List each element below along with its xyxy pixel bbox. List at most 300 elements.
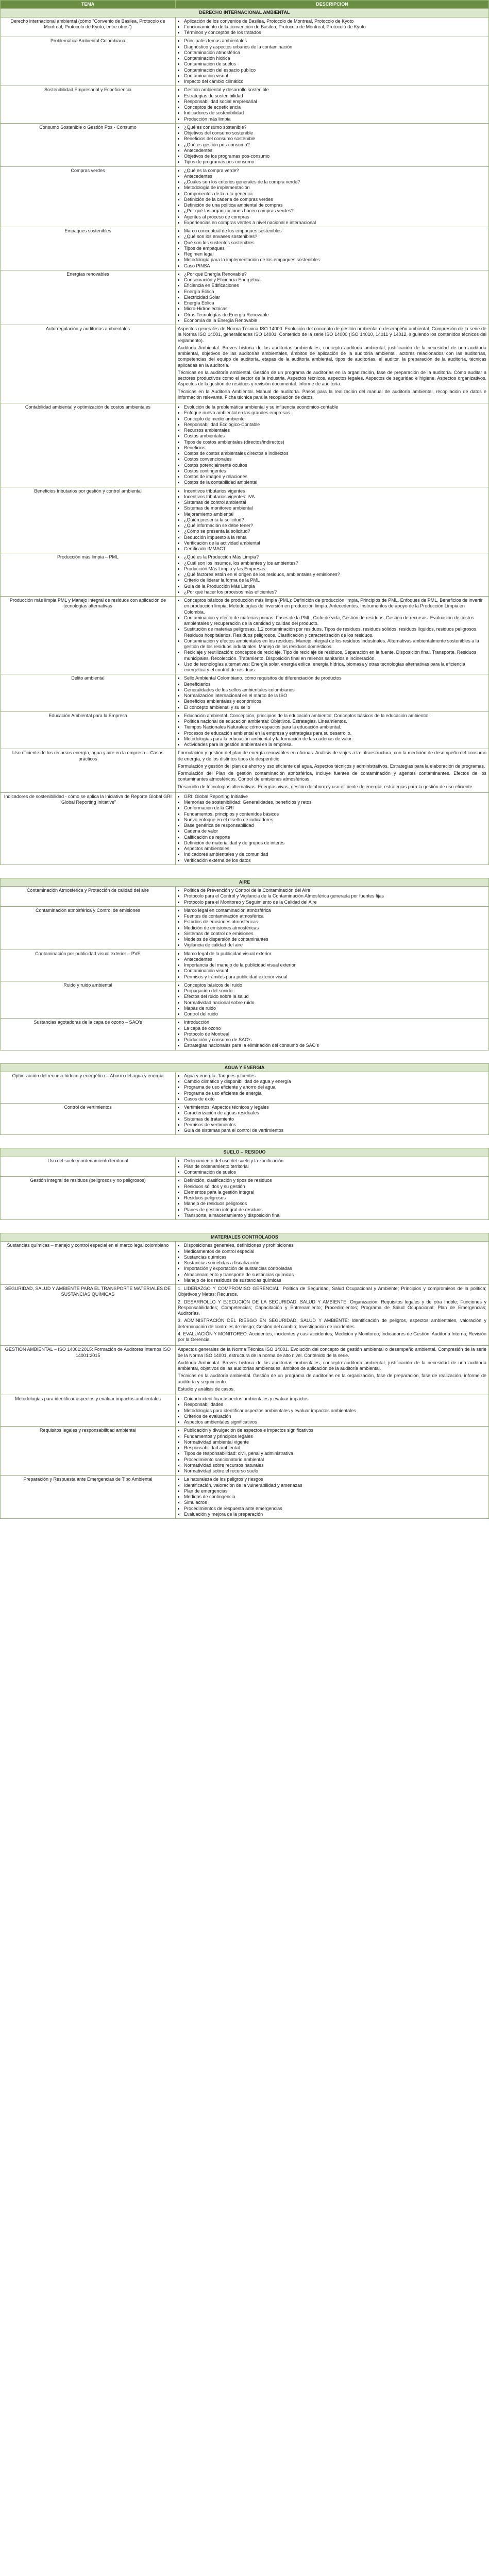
section-title: AGUA Y ENERGIA — [1, 1063, 489, 1072]
description-cell — [176, 86, 489, 124]
description-cell — [176, 887, 489, 907]
list-item: • ¿Por qué hacer los procesos más eficientes? — [184, 589, 486, 595]
list-item: • Conceptos de ecoeficiencia — [184, 105, 486, 110]
table-row — [1, 711, 489, 749]
list-item: • ¿Qué son los envases sostenibles? — [184, 234, 486, 240]
section-header-row — [1, 1148, 489, 1157]
table-row — [1, 227, 489, 270]
table-row — [1, 1346, 489, 1395]
column-header-description: DESCRIPCION — [176, 1, 489, 9]
list-item: • Conformación de la GRI — [184, 805, 486, 811]
list-item: • Fundamentos y principios legales — [184, 1434, 486, 1439]
description-list — [178, 951, 486, 980]
table-row — [1, 325, 489, 403]
list-item: • Ordenamiento del uso del suelo y la zonificación — [184, 1158, 486, 1164]
description-cell — [176, 906, 489, 950]
list-item: • Residuos sólidos y su gestión — [184, 1184, 486, 1190]
list-item: • Residuos peligrosos — [184, 1195, 486, 1201]
list-item: • Economía de la Energía Renovable — [184, 318, 486, 324]
list-item: • Gestión ambiental y desarrollo sostenible — [184, 87, 486, 93]
description-cell — [176, 792, 489, 865]
topic-cell: Uso del suelo y ordenamiento territorial — [1, 1157, 176, 1177]
list-item: • Caso PINSA — [184, 263, 486, 269]
table-row — [1, 597, 489, 674]
list-item: • GRI: Global Reporting Initiative — [184, 794, 486, 800]
list-item: • ¿Qué es la Producción Más Limpia? — [184, 554, 486, 560]
section-title: MATERIALES CONTROLADOS — [1, 1233, 489, 1242]
description-list — [178, 19, 486, 36]
section-title: AIRE — [1, 878, 489, 886]
description-cell — [176, 227, 489, 270]
list-item: • Costos potencialmente ocultos — [184, 463, 486, 468]
description-cell — [176, 1427, 489, 1476]
description-cell — [176, 1157, 489, 1177]
list-item: • Aspectos ambientales significativos — [184, 1419, 486, 1425]
description-cell — [176, 123, 489, 166]
list-item: • Costos de costos ambientales directos e indirectos — [184, 451, 486, 456]
description-list — [178, 598, 486, 673]
table-row — [1, 166, 489, 227]
table-row — [1, 1476, 489, 1519]
section-spacer — [1, 865, 489, 878]
description-list — [178, 1020, 486, 1048]
description-cell — [176, 553, 489, 597]
list-item: • Permisos de vertimientos — [184, 1122, 486, 1128]
description-cell — [176, 1072, 489, 1103]
description-list — [178, 908, 486, 948]
list-item: • Responsabilidades — [184, 1402, 486, 1408]
list-item: • Energía Eólica — [184, 300, 486, 306]
table-row — [1, 1177, 489, 1220]
list-item: • Estrategias nacionales para la eliminación del consumo de SAO's — [184, 1043, 486, 1048]
section-title: SUELO – RESIDUO — [1, 1148, 489, 1157]
list-item: • Sustancias químicas — [184, 1255, 486, 1260]
section-header-row — [1, 878, 489, 886]
list-item: • Elementos para la gestión integral — [184, 1190, 486, 1195]
list-item: • Manejo de residuos peligrosos — [184, 1201, 486, 1207]
table-row — [1, 1395, 489, 1427]
description-paragraph: Auditoría Ambiental. Breves historia de las auditorías ambientales, concepto auditoría ambiental, justificación de la necesidad de una auditoría ambiental, objetivos de las auditorías ambientales, ámbitos de aplicación de la auditoría ambiental. — [178, 1360, 486, 1371]
list-item: • Caracterización de aguas residuales — [184, 1110, 486, 1116]
description-list — [178, 888, 486, 905]
list-item: • Vertimientos: Aspectos técnicos y legales — [184, 1105, 486, 1110]
list-item: • Introducción — [184, 1020, 486, 1025]
list-item: • Sustitución de materias peligrosas. 1.2 contaminación por residuos. Tipos de residuos, residuos sólidos, residuos líquidos, residuos peligrosos. Residuos hospitalarios. Residuos peligrosos. Clasificación y caracterización de los residuos. — [184, 626, 486, 638]
list-item: • Beneficios del consumo sostenible — [184, 136, 486, 142]
list-item: • Medidas de contingencia — [184, 1494, 486, 1500]
description-cell — [176, 749, 489, 793]
list-item: • ¿Quién presenta la solicitud? — [184, 517, 486, 523]
list-item: • Manejo de los residuos de sustancias químicas — [184, 1278, 486, 1283]
list-item: • Protocolo para el Monitoreo y Seguimiento de la Calidad del Aire — [184, 900, 486, 905]
list-item: • Criterio de liderar la forma de la PML — [184, 578, 486, 583]
list-item: • Tipos de costos ambientales (directos/indirectos) — [184, 439, 486, 445]
topic-cell: Preparación y Respuesta ante Emergencias de Tipo Ambiental — [1, 1476, 176, 1519]
list-item: • Beneficios ambientales y económicos — [184, 699, 486, 704]
table-row — [1, 123, 489, 166]
description-list — [178, 1396, 486, 1425]
section-spacer — [1, 1220, 489, 1233]
list-item: • Metodología para la implementación de los empaques sostenibles — [184, 257, 486, 263]
list-item: • Normatividad sobre el recurso suelo — [184, 1468, 486, 1474]
list-item: • Propagación del sonido — [184, 988, 486, 994]
description-cell — [176, 711, 489, 749]
description-cell — [176, 166, 489, 227]
description-cell — [176, 674, 489, 712]
list-item: • Base genérica de responsabilidad — [184, 823, 486, 828]
list-item: • Conservación y Eficiencia Energética — [184, 277, 486, 283]
list-item: • ¿Por qué Energía Renovable? — [184, 272, 486, 277]
list-item: • ¿Qué factores están en el origen de los residuos, ambientales y emisiones? — [184, 572, 486, 578]
table-row — [1, 1104, 489, 1135]
list-item: • Contaminación visual — [184, 73, 486, 79]
table-row — [1, 950, 489, 981]
table-row — [1, 403, 489, 487]
list-item: • Costos contingentes — [184, 468, 486, 474]
list-item: • Programa de uso eficiente y ahorro del agua — [184, 1084, 486, 1090]
list-item: • Sistemas de control ambiental — [184, 500, 486, 505]
list-item: • Impacto del cambio climático — [184, 79, 486, 84]
description-cell — [176, 270, 489, 325]
list-item: • Metodología de implementación — [184, 185, 486, 191]
table-row — [1, 1157, 489, 1177]
topic-cell: Energías renovables — [1, 270, 176, 325]
topic-cell: Ruido y ruido ambiental — [1, 981, 176, 1019]
topic-cell: Empaques sostenibles — [1, 227, 176, 270]
list-item: • Metodologías para identificar aspectos ambientales y evaluar impactos ambientales — [184, 1408, 486, 1414]
topic-cell: Indicadores de sostenibilidad - cómo se aplica la Iniciativa de Reporte Global GRI "Global Reporting Initiative" — [1, 792, 176, 865]
table-header-row — [1, 1, 489, 9]
table-row — [1, 86, 489, 124]
list-item: • Costos ambientales — [184, 433, 486, 439]
list-item: • Verificación externa de los datos — [184, 858, 486, 863]
list-item: • Costos convencionales — [184, 456, 486, 462]
list-item: • Normatividad ambiental vigente — [184, 1439, 486, 1445]
list-item: • ¿Cuáles son los criterios generales de la compra verde? — [184, 179, 486, 185]
list-item: • Régimen legal — [184, 251, 486, 257]
list-item: • Antecedentes — [184, 957, 486, 962]
list-item: • Contaminación atmosférica — [184, 50, 486, 56]
description-cell — [176, 1242, 489, 1285]
list-item: • Aplicación de los convenios de Basilea, Protocolo de Montreal, Protocolo de Kyoto — [184, 19, 486, 24]
topic-cell: Contabilidad ambiental y optimización de costos ambientales — [1, 403, 176, 487]
list-item: • Sustancias sometidas a fiscalización — [184, 1260, 486, 1266]
list-item: • Recursos ambientales — [184, 428, 486, 433]
description-list — [178, 982, 486, 1018]
list-item: • Marco legal en contaminación atmosférica — [184, 908, 486, 913]
list-item: • Aspectos ambientales — [184, 846, 486, 852]
list-item: • Importancia del manejo de la publicidad visual exterior — [184, 962, 486, 968]
description-cell — [176, 1177, 489, 1220]
description-cell — [176, 325, 489, 403]
list-item: • Enfoque nuevo ambiental en las grandes empresas — [184, 410, 486, 416]
list-item: • Normatividad nacional sobre ruido — [184, 1000, 486, 1006]
topic-cell: Sustancias químicas – manejo y control especial en el marco legal colombiano — [1, 1242, 176, 1285]
list-item: • Conceptos básicos de producción más limpia (PML): Definición de producción limpia, Principios de PML, Enfoques de PML, Beneficios de invertir en producción limpia, Metodologías de inversión en producción limpia. Antecedentes. Instrumentos de apoyo de la Producción Limpia en Colombia. — [184, 598, 486, 615]
topic-cell: Contaminación atmosférica y Control de emisiones — [1, 906, 176, 950]
table-body — [1, 9, 489, 1519]
list-item: • Qué son los sustentos sostenibles — [184, 240, 486, 246]
list-item: • Disposiciones generales, definiciones y prohibiciones — [184, 1243, 486, 1248]
list-item: • Contaminación de suelos — [184, 1170, 486, 1175]
list-item: • Producción Más Limpia y las Empresas — [184, 566, 486, 572]
description-paragraph: 1. LIDERAZGO Y COMPROMISO GERENCIAL: Política de Seguridad, Salud Ocupacional y Ambiente; Principios y compromisos de la política; Objetivos y Metas; Recursos. — [178, 1286, 486, 1297]
list-item: • Permisos y trámites para publicidad exterior visual — [184, 974, 486, 980]
description-list — [178, 1243, 486, 1283]
list-item: • Contaminación visual — [184, 968, 486, 974]
list-item: • Mejoramiento ambiental — [184, 512, 486, 517]
description-list — [178, 794, 486, 863]
list-item: • Definición de materialidad y de grupos de interés — [184, 840, 486, 846]
description-cell — [176, 37, 489, 86]
table-row — [1, 749, 489, 793]
list-item: • Producción más limpia — [184, 116, 486, 122]
topic-cell: Control de vertimientos — [1, 1104, 176, 1135]
topic-cell: Delito ambiental — [1, 674, 176, 712]
list-item: • Transporte, almacenamiento y disposición final — [184, 1213, 486, 1218]
list-item: • Protocolo para el Control y Vigilancia de la Contaminación Atmosférica generada por fuentes fijas — [184, 893, 486, 899]
topic-cell: Educación Ambiental para la Empresa — [1, 711, 176, 749]
list-item: • Actividades para la gestión ambiental en la empresa. — [184, 742, 486, 748]
list-item: • Reciclaje y reutilización: conceptos de reciclaje, Tipo de reciclaje de residuos, Separación en la fuente. Disposición final. Transporte. Residuos municipales. Recolección. Tratamiento. Disposición final en rellenos sanitarios e incineración. — [184, 650, 486, 662]
list-item: • Procedimientos de respuesta ante emergencias — [184, 1506, 486, 1512]
topic-cell: Problemática Ambiental Colombiana — [1, 37, 176, 86]
list-item: • Producción y consumo de SAO's — [184, 1037, 486, 1043]
list-item: • Tipos de responsabilidad: civil, penal y administrativa — [184, 1451, 486, 1456]
list-item: • ¿Qué información se debe tener? — [184, 523, 486, 529]
list-item: • Sistemas de tratamiento — [184, 1116, 486, 1122]
list-item: • La naturaleza de los peligros y riesgos — [184, 1477, 486, 1482]
list-item: • Objetivos del consumo sostenible — [184, 130, 486, 136]
description-list — [178, 87, 486, 122]
list-item: • Metodologías para la educación ambiental y la formación de las cadenas de valor. — [184, 736, 486, 742]
list-item: • Contaminación y efectos ambientales en los residuos. Manejo integral de los residuos industriales. Alternativas ambientalmente sostenibles a la gestión de los residuos industriales. Manejo de los residuos domésticos. — [184, 638, 486, 650]
description-paragraph: Técnicas en la auditoría ambiental. Gestión de un programa de auditorías en la organización, fase de preparación, fase de realización, informe de auditoría y seguimiento. — [178, 1373, 486, 1384]
list-item: • Electricidad Solar — [184, 295, 486, 300]
section-header-row — [1, 1063, 489, 1072]
description-cell — [176, 1476, 489, 1519]
description-paragraph: Formulación y gestión del plan de energía renovables en oficinas. Análisis de viajes a la infraestructura, con la medición de desempeño del consumo de energía, y de los distintos tipos de desperdicio. — [178, 750, 486, 761]
list-item: • Energía Eólica — [184, 289, 486, 295]
topic-cell: Producción más limpia – PML — [1, 553, 176, 597]
list-item: • Beneficiarios — [184, 682, 486, 687]
topic-cell: Derecho internacional ambiental (cómo "Convenio de Basilea, Protocolo de Montreal, Protocolo de Kyoto, entre otros") — [1, 17, 176, 37]
list-item: • El concepto ambiental y su sello — [184, 705, 486, 710]
list-item: • Componentes de la ruta genérica — [184, 191, 486, 197]
description-cell — [176, 1285, 489, 1346]
list-item: • Normatividad sobre recursos naturales — [184, 1463, 486, 1468]
list-item: • Procesos de educación ambiental en la empresa y estrategias para su desarrollo. — [184, 731, 486, 736]
table-row — [1, 1072, 489, 1103]
list-item: • Funcionamiento de la convención de Basilea, Protocolo de Montreal, Protocolo de Kyoto — [184, 24, 486, 30]
list-item: • Estrategias de sostenibilidad — [184, 93, 486, 99]
list-item: • ¿Cuál son los insumos, los ambientes y los ambientes? — [184, 561, 486, 566]
list-item: • Calificación de reporte — [184, 835, 486, 840]
list-item: • ¿Qué es consumo sostenible? — [184, 125, 486, 130]
list-item: • Verificación de la actividad ambiental — [184, 540, 486, 546]
list-item: • Casos de éxito — [184, 1096, 486, 1102]
description-list — [178, 38, 486, 84]
list-item: • Guía de sistemas para el control de vertimientos — [184, 1128, 486, 1133]
list-item: • Tipos de empaques — [184, 246, 486, 251]
section-spacer — [1, 1135, 489, 1148]
topic-cell: Metodologías para identificar aspectos y evaluar impactos ambientales — [1, 1395, 176, 1427]
table-row — [1, 17, 489, 37]
list-item: • ¿Por qué las organizaciones hacen compras verdes? — [184, 208, 486, 214]
list-item: • Vigilancia de calidad del aire — [184, 942, 486, 948]
list-item: • Deducción impuesto a la renta — [184, 535, 486, 540]
description-paragraph: Formulación y gestión del plan de ahorro y uso eficiente del agua. Aspectos técnicos y administrativos. Estrategias para la elaboración de programas. — [178, 763, 485, 769]
table-row — [1, 1427, 489, 1476]
description-paragraph: Técnicas en la Auditoría Ambiental. Manual de auditoría. Pasos para la realización del manual de auditoría ambiental, recopilación de datos e información relevante. Ficha técnica para la recopilación de datos. — [178, 388, 486, 400]
list-item: • Plan de ordenamiento territorial — [184, 1164, 486, 1170]
list-item: • Evaluación y mejora de la preparación — [184, 1512, 486, 1517]
list-item: • Efectos del ruido sobre la salud — [184, 994, 486, 999]
list-item: • Términos y conceptos de los tratados — [184, 30, 486, 36]
list-item: • Tiempos Nacionales Naturales: cómo espacios para la educación ambiental. — [184, 724, 486, 730]
topic-cell: SEGURIDAD, SALUD Y AMBIENTE PARA EL TRANSPORTE MATERIALES DE SUSTANCIAS QUÍMICAS — [1, 1285, 176, 1346]
description-cell — [176, 17, 489, 37]
topic-cell: GESTIÓN AMBIENTAL – ISO 14001:2015: Formación de Auditores Internos ISO 14001:2015 — [1, 1346, 176, 1395]
list-item: • Generalidades de los sellos ambientales colombianos — [184, 687, 486, 693]
table-row — [1, 553, 489, 597]
list-item: • Estudios de emisiones atmosféricas — [184, 919, 486, 925]
list-item: • ¿Cómo se presenta la solicitud? — [184, 529, 486, 534]
list-item: • Mapas de ruido — [184, 1006, 486, 1011]
description-cell — [176, 1395, 489, 1427]
description-paragraph: Aspectos generales de Norma Técnica ISO 14000. Evolución del concepto de gestión ambiental o desempeño ambiental. Compresión de la serie de la Norma ISO 14001, generalidades ISO 14001. Contenido de la serie ISO 14000 (ISO 14010, 14011 y 14012, siguiendo los contenidos técnicos del reglamento). — [178, 326, 486, 343]
list-item: • Simulacros — [184, 1500, 486, 1505]
table-row — [1, 270, 489, 325]
table-row — [1, 487, 489, 553]
topic-cell: Optimización del recurso hídrico y energético – Ahorro del agua y energía — [1, 1072, 176, 1103]
description-list — [178, 554, 486, 595]
topic-cell: Gestión integral de residuos (peligrosos y no peligrosos) — [1, 1177, 176, 1220]
section-header-row — [1, 1233, 489, 1242]
list-item: • Incentivos tributarios vigentes: IVA — [184, 494, 486, 500]
list-item: • Publicación y divulgación de aspectos e impactos significativos — [184, 1428, 486, 1433]
list-item: • Marco conceptual de los empaques sostenibles — [184, 228, 486, 234]
list-item: • Normalización internacional en el marco de la ISO — [184, 693, 486, 699]
table-row — [1, 792, 489, 865]
topic-cell: Sostenibilidad Empresarial y Ecoeficiencia — [1, 86, 176, 124]
description-cell — [176, 1346, 489, 1395]
list-item: • Uso de tecnologías alternativas: Energía solar, energía eólica, energía hídrica, biomasa y otras tecnologías alternativas para la eficiencia energética y el control de residuos. — [184, 662, 486, 673]
list-item: • Definición, clasificación y tipos de residuos — [184, 1178, 486, 1183]
list-item: • Plan de emergencias — [184, 1488, 486, 1494]
description-cell — [176, 1019, 489, 1050]
list-item: • Tipos de programas pos-consumo — [184, 159, 486, 165]
description-list — [178, 1178, 486, 1218]
list-item: • Sello Ambiental Colombiano, cómo requisitos de diferenciación de productos — [184, 675, 486, 681]
list-item: • Incentivos tributarios vigentes — [184, 488, 486, 494]
list-item: • Cuidado identificar aspectos ambientales y evaluar impactos — [184, 1396, 486, 1402]
description-cell — [176, 597, 489, 674]
list-item: • Micro-Hidroeléctricas — [184, 306, 486, 312]
list-item: • Almacenamiento y transporte de sustancias químicas — [184, 1272, 486, 1278]
list-item: • Política de Prevención y Control de la Contaminación del Aire — [184, 888, 486, 893]
topic-cell: Sustancias agotadoras de la capa de ozono – SAO's — [1, 1019, 176, 1050]
topic-cell: Beneficios tributarios por gestión y control ambiental — [1, 487, 176, 553]
list-item: • Control del ruido — [184, 1011, 486, 1017]
table-row — [1, 1285, 489, 1346]
list-item: • Beneficios — [184, 445, 486, 451]
list-item: • Contaminación hídrica — [184, 56, 486, 61]
description-list — [178, 1428, 486, 1474]
list-item: • Responsabilidad social empresarial — [184, 99, 486, 105]
list-item: • Criterios de evaluación — [184, 1414, 486, 1419]
description-paragraph: 3. ADMINISTRACIÓN DEL RIESGO EN SEGURIDAD, SALUD Y AMBIENTE: Identificación de peligros, aspectos ambientales, valoración y determinación de controles de riesgo; Gestión del cambio; Investigación de incidentes. — [178, 1318, 486, 1329]
list-item: • ¿Qué es la compra verde? — [184, 168, 486, 174]
list-item: • Antecedentes — [184, 148, 486, 154]
list-item: • ¿Qué es gestión pos-consumo? — [184, 142, 486, 148]
list-item: • Guía de la Producción Más Limpia — [184, 584, 486, 589]
description-list — [178, 1158, 486, 1176]
description-cell — [176, 981, 489, 1019]
description-paragraph: 2. DESARROLLO Y EJECUCIÓN DE LA SEGURIDAD, SALUD Y AMBIENTE: Organización; Requisitos legales y de otra índole; Funciones y Responsabilidades; Competencias; Capacitación y Entrenamiento; Procedimientos; Programa de Salud Ocupacional; Plan de Emergencias; Auditorías. — [178, 1299, 486, 1316]
table-row — [1, 906, 489, 950]
description-paragraph: 4. EVALUACIÓN Y MONITOREO: Accidentes, incidentes y casi accidentes; Medición y Monitoreo; Indicadores de Gestión; Auditoría Interna; Revisión por la Gerencia. — [178, 1331, 486, 1342]
table-row — [1, 887, 489, 907]
description-paragraph: Técnicas en la auditoría ambiental. Gestión de un programa de auditorías en la organización, fase de preparación de la auditoría. Cómo auditar a sectores productivos como el sector de la industria. Aspectos técnicos, aspectos legales. Aspectos de seguridad e higiene. Aspectos organizativos. Aspectos de la gestión de residuos y revisión documental. Informe de auditoría. — [178, 369, 486, 387]
description-list — [178, 713, 486, 748]
description-list — [178, 1105, 486, 1133]
list-item: • Modelos de dispersión de contaminantes — [184, 937, 486, 942]
description-list — [178, 168, 486, 226]
section-title: DERECHO INTERNACIONAL AMBIENTAL — [1, 9, 489, 17]
list-item: • Definición de una política ambiental de compras — [184, 202, 486, 208]
list-item: • Costos de imagen y relaciones — [184, 474, 486, 480]
topic-cell: Autorregulación y auditorías ambientales — [1, 325, 176, 403]
description-list — [178, 125, 486, 165]
description-list — [178, 228, 486, 269]
list-item: • Marco legal de la publicidad visual exterior — [184, 951, 486, 957]
description-cell — [176, 487, 489, 553]
list-item: • Memorias de sostenibilidad: Generalidades, beneficios y retos — [184, 800, 486, 805]
description-list — [178, 675, 486, 710]
list-item: • Agua y energía: Tanques y fuentes — [184, 1073, 486, 1079]
list-item: • Indicadores de sostenibilidad — [184, 110, 486, 116]
description-paragraph: Desarrollo de tecnologías alternativas: Energías vivas, gestión de ahorro y uso eficiente de energía, estrategias para la gestión de uso eficiente. — [178, 784, 474, 789]
list-item: • Eficiencia en Edificaciones — [184, 283, 486, 289]
list-item: • Concepto de medio ambiente — [184, 416, 486, 422]
list-item: • Protocolo de Montreal — [184, 1031, 486, 1037]
list-item: • Cambio climático y disponibilidad de agua y energía — [184, 1079, 486, 1084]
list-item: • Educación ambiental. Concepción, principios de la educación ambiental, Conceptos básicos de la educación ambiental. — [184, 713, 486, 719]
table-row — [1, 981, 489, 1019]
list-item: • Sistemas de monitoreo ambiental — [184, 505, 486, 511]
list-item: • Definición de la cadena de compras verdes — [184, 197, 486, 202]
column-header-topic: TEMA — [1, 1, 176, 9]
description-list — [178, 404, 486, 486]
table-row — [1, 37, 489, 86]
list-item: • Política nacional de educación ambiental: Objetivos. Estrategias. Lineamientos. — [184, 719, 486, 724]
list-item: • Programa de uso eficiente de energía — [184, 1091, 486, 1096]
description-paragraph: Estudio y análisis de casos. — [178, 1386, 235, 1392]
list-item: • Medicamentos de control especial — [184, 1249, 486, 1255]
list-item: • Diagnóstico y aspectos urbanos de la contaminación — [184, 44, 486, 50]
list-item: • Importación y exportación de sustancias controladas — [184, 1266, 486, 1272]
description-paragraph: Aspectos generales de la Norma Técnica ISO 14001. Evolución del concepto de gestión ambiental o desempeño ambiental. Compresión de la serie de la Norma ISO 14001, estructura de la norma de alto nivel. Contenido de la serie. — [178, 1347, 486, 1358]
list-item: • Responsabilidad Ecológico-Contable — [184, 422, 486, 428]
description-list — [178, 272, 486, 324]
description-cell — [176, 950, 489, 981]
topic-cell: Contaminación por publicidad visual exterior – PVE — [1, 950, 176, 981]
list-item: • Planes de gestión integral de residuos — [184, 1207, 486, 1213]
list-item: • Contaminación y efecto de materias primas: Fases de la PML, Ciclo de vida, Gestión de residuos, Gestión de recursos. Evaluación de costos ambientales y recuperación de la cantidad y calidad del producto. — [184, 615, 486, 627]
list-item: • Medición de emisiones atmosféricas — [184, 925, 486, 931]
list-item: • Procedimiento sancionatorio ambiental — [184, 1457, 486, 1463]
